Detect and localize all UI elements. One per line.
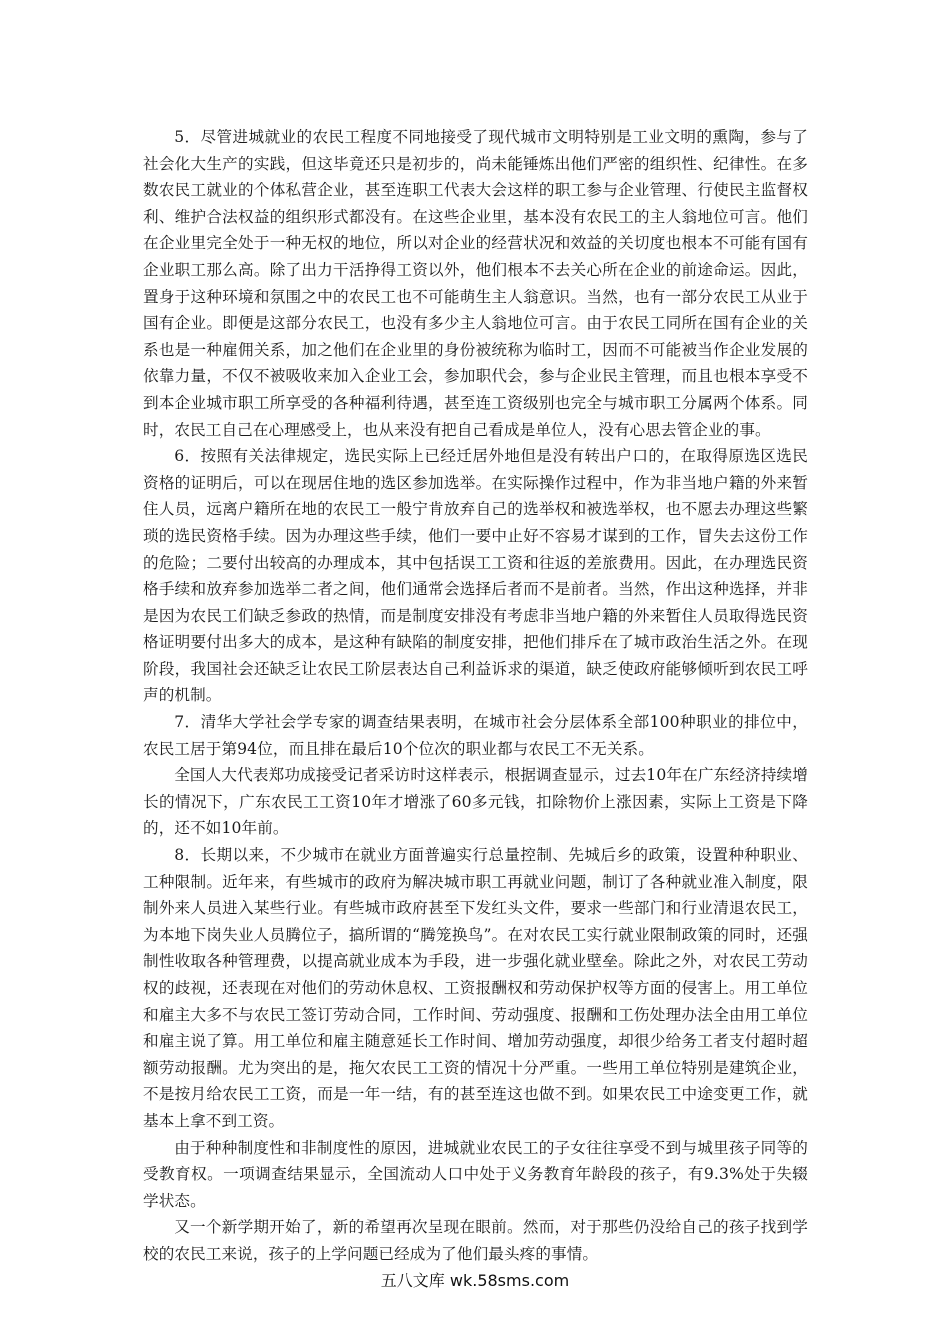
paragraph-5: 5．尽管进城就业的农民工程度不同地接受了现代城市文明特别是工业文明的熏陶，参与了社会化大生产的实践，但这毕竟还只是初步的，尚未能锤炼出他们严密的组织性、纪律性。在多数农民工就业的个体私营企业，甚至连职工代表大会这样的职工参与企业管理、行使民主监督权利、维护合法权益的组织形式都没有。在这些企业里，基本没有农民工的主人翁地位可言。他们在企业里完全处于一种无权的地位，所以对企业的经营状况和效益的关切度也根本不可能有国有企业职工那么高。除了出力干活挣得工资以外，他们根本不去关心所在企业的前途命运。因此，置身于这种环境和氛围之中的农民工也不可能萌生主人翁意识。当然，也有一部分农民工从业于国有企业。即便是这部分农民工，也没有多少主人翁地位可言。由于农民工同所在国有企业的关系也是一种雇佣关系，加之他们在企业里的身份被统称为临时工，因而不可能被当作企业发展的依靠力量，不仅不被吸收来加入企业工会，参加职代会，参与企业民主管理，而且也根本享受不到本企业城市职工所享受的各种福利待遇，甚至连工资级别也完全与城市职工分属两个体系。同时，农民工自己在心理感受上，也从来没有把自己看成是单位人，没有心思去管企业的事。 [143, 128, 808, 439]
paragraph-8-education: 由于种种制度性和非制度性的原因，进城就业农民工的子女往往享受不到与城里孩子同等的受教育权。一项调查结果显示，全国流动人口中处于义务教育年龄段的孩子，有9.3%处于失辍学状态。 [143, 1138, 808, 1210]
paragraph-6: 6．按照有关法律规定，选民实际上已经迁居外地但是没有转出户口的，在取得原选区选民资格的证明后，可以在现居住地的选区参加选举。在实际操作过程中，作为非当地户籍的外来暂住人员，远离户籍所在地的农民工一般宁肯放弃自己的选举权和被选举权，也不愿去办理这些繁琐的选民资格手续。因为办理这些手续，他们一要中止好不容易才谋到的工作，冒失去这份工作的危险；二要付出较高的办理成本，其中包括误工工资和往返的差旅费用。因此，在办理选民资格手续和放弃参加选举二者之间，他们通常会选择后者而不是前者。当然，作出这种选择，并非是因为农民工们缺乏参政的热情，而是制度安排没有考虑非当地户籍的外来暂住人员取得选民资格证明要付出多大的成本，是这种有缺陷的制度安排，把他们排斥在了城市政治生活之外。在现阶段，我国社会还缺乏让农民工阶层表达自己利益诉求的渠道，缺乏使政府能够倾听到农民工呼声的机制。 [143, 447, 808, 705]
body-text [143, 124, 808, 1268]
footer-watermark: 五八文库 wk.58sms.com [380, 1271, 570, 1290]
paragraph-8-closing: 又一个新学期开始了，新的希望再次呈现在眼前。然而，对于那些仍没给自己的孩子找到学校的农民工来说，孩子的上学问题已经成为了他们最头疼的事情。 [143, 1218, 808, 1263]
paragraph-7-continued: 全国人大代表郑功成接受记者采访时这样表示，根据调查显示，过去10年在广东经济持续增长的情况下，广东农民工工资10年才增涨了60多元钱，扣除物价上涨因素，实际上工资是下降的，还不如10年前。 [143, 766, 808, 838]
paragraph-8: 8．长期以来，不少城市在就业方面普遍实行总量控制、先城后乡的政策，设置种种职业、工种限制。近年来，有些城市的政府为解决城市职工再就业问题，制订了各种就业准入制度，限制外来人员进入某些行业。有些城市政府甚至下发红头文件，要求一些部门和行业清退农民工，为本地下岗失业人员腾位子，搞所谓的“腾笼换鸟”。在对农民工实行就业限制政策的同时，还强制性收取各种管理费，以提高就业成本为手段，进一步强化就业壁垒。除此之外，对农民工劳动权的歧视，还表现在对他们的劳动休息权、工资报酬权和劳动保护权等方面的侵害上。用工单位和雇主大多不与农民工签订劳动合同，工作时间、劳动强度、报酬和工伤处理办法全由用工单位和雇主说了算。用工单位和雇主随意延长工作时间、增加劳动强度，却很少给务工者支付超时超额劳动报酬。尤为突出的是，拖欠农民工工资的情况十分严重。一些用工单位特别是建筑企业，不是按月给农民工工资，而是一年一结，有的甚至连这也做不到。如果农民工中途变更工作，就基本上拿不到工资。 [143, 846, 808, 1130]
paragraph-7: 7．清华大学社会学专家的调查结果表明，在城市社会分层体系全部100种职业的排位中，农民工居于第94位，而且排在最后10个位次的职业都与农民工不无关系。 [143, 713, 808, 758]
